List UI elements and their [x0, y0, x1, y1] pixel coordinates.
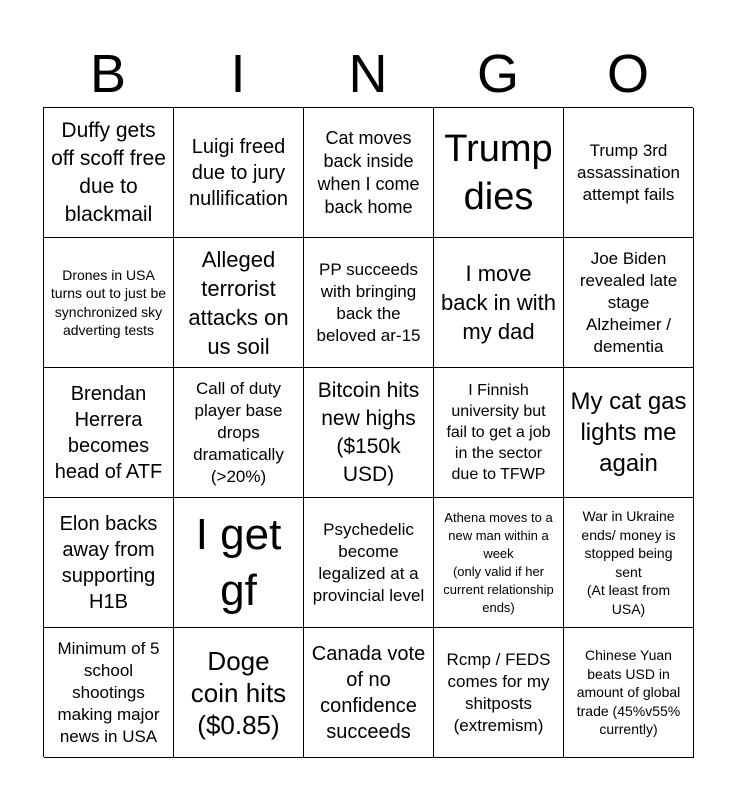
bingo-cell-r3-c3[interactable]	[304, 368, 434, 498]
bingo-cell-text: Athena moves to a new man within a week (only valid if her current relationship ends)	[443, 509, 554, 615]
bingo-cell-text: Bitcoin hits new highs ($150k USD)	[317, 378, 420, 486]
bingo-cell-text: War in Ukraine ends/ money is stopped being sent (At least from USA)	[581, 508, 676, 617]
bingo-cell-text: Joe Biden revealed late stage Alzheimer / dementia	[579, 248, 678, 356]
bingo-cell-text: Doge coin hits ($0.85)	[190, 645, 287, 740]
header-letter-i: I	[230, 44, 246, 104]
bingo-cell-r2-c5[interactable]	[564, 238, 694, 368]
bingo-cell-r1-c1[interactable]	[44, 108, 174, 238]
bingo-cell-r5-c5[interactable]	[564, 628, 694, 758]
bingo-cell-r1-c3[interactable]	[304, 108, 434, 238]
bingo-cell-r1-c4[interactable]	[434, 108, 564, 238]
bingo-cell-r1-c5[interactable]	[564, 108, 694, 238]
bingo-cell-r4-c2[interactable]	[174, 498, 304, 628]
bingo-cell-text: My cat gas lights me again	[570, 388, 687, 477]
bingo-cell-text: I get gf	[195, 509, 282, 615]
bingo-cell-r4-c5[interactable]	[564, 498, 694, 628]
bingo-cell-r4-c4[interactable]	[434, 498, 564, 628]
bingo-cell-r3-c1[interactable]	[44, 368, 174, 498]
bingo-cell-text: Cat moves back inside when I come back home	[317, 127, 420, 217]
bingo-cell-r4-c1[interactable]	[44, 498, 174, 628]
bingo-cell-r5-c4[interactable]	[434, 628, 564, 758]
bingo-cell-r3-c5[interactable]	[564, 368, 694, 498]
bingo-cell-r4-c3[interactable]	[304, 498, 434, 628]
bingo-card-grid	[43, 107, 693, 757]
bingo-cell-text: Brendan Herrera becomes head of ATF	[54, 382, 163, 483]
bingo-cell-r5-c1[interactable]	[44, 628, 174, 758]
bingo-cell-r1-c2[interactable]	[174, 108, 304, 238]
bingo-cell-text: Chinese Yuan beats USD in amount of global trade (45%v55% currently)	[576, 647, 681, 738]
bingo-cell-r5-c3[interactable]	[304, 628, 434, 758]
header-letter-b: B	[89, 44, 127, 104]
bingo-cell-text: Psychedelic become legalized at a provincial level	[312, 519, 425, 605]
bingo-cell-text: Duffy gets off scoff free due to blackmail	[51, 118, 166, 226]
bingo-cell-text: I Finnish university but fail to get a job in the sector due to TFWP	[446, 382, 551, 483]
bingo-cell-r3-c4[interactable]	[434, 368, 564, 498]
bingo-cell-text: Elon backs away from supporting H1B	[59, 512, 158, 613]
bingo-cell-r2-c2[interactable]	[174, 238, 304, 368]
bingo-cell-text: Luigi freed due to jury nullification	[189, 135, 288, 210]
bingo-cell-text: Trump 3rd assassination attempt fails	[576, 140, 680, 204]
bingo-cell-r2-c3[interactable]	[304, 238, 434, 368]
header-letter-g: G	[476, 44, 519, 104]
bingo-cell-text: Drones in USA turns out to just be synchronized sky adverting tests	[50, 266, 167, 338]
bingo-cell-r2-c4[interactable]	[434, 238, 564, 368]
bingo-cell-r5-c2[interactable]	[174, 628, 304, 758]
bingo-cell-r3-c2[interactable]	[174, 368, 304, 498]
bingo-cell-text: Alleged terrorist attacks on us soil	[188, 246, 289, 359]
header-letter-n: N	[348, 44, 388, 104]
bingo-cell-text: PP succeeds with bringing back the beloved ar-15	[316, 259, 421, 345]
bingo-cell-r2-c1[interactable]	[44, 238, 174, 368]
bingo-header	[43, 40, 693, 108]
bingo-cell-text: Minimum of 5 school shootings making major news in USA	[57, 638, 160, 746]
bingo-cell-text: Call of duty player base drops dramatically (>20%)	[193, 378, 284, 486]
bingo-cell-text: Rcmp / FEDS comes for my shitposts (extremism)	[446, 649, 551, 735]
bingo-cell-text: I move back in with my dad	[441, 261, 556, 344]
bingo-cell-text: Trump dies	[444, 127, 553, 218]
header-letter-o: O	[606, 44, 649, 104]
bingo-cell-text: Canada vote of no confidence succeeds	[311, 642, 426, 743]
